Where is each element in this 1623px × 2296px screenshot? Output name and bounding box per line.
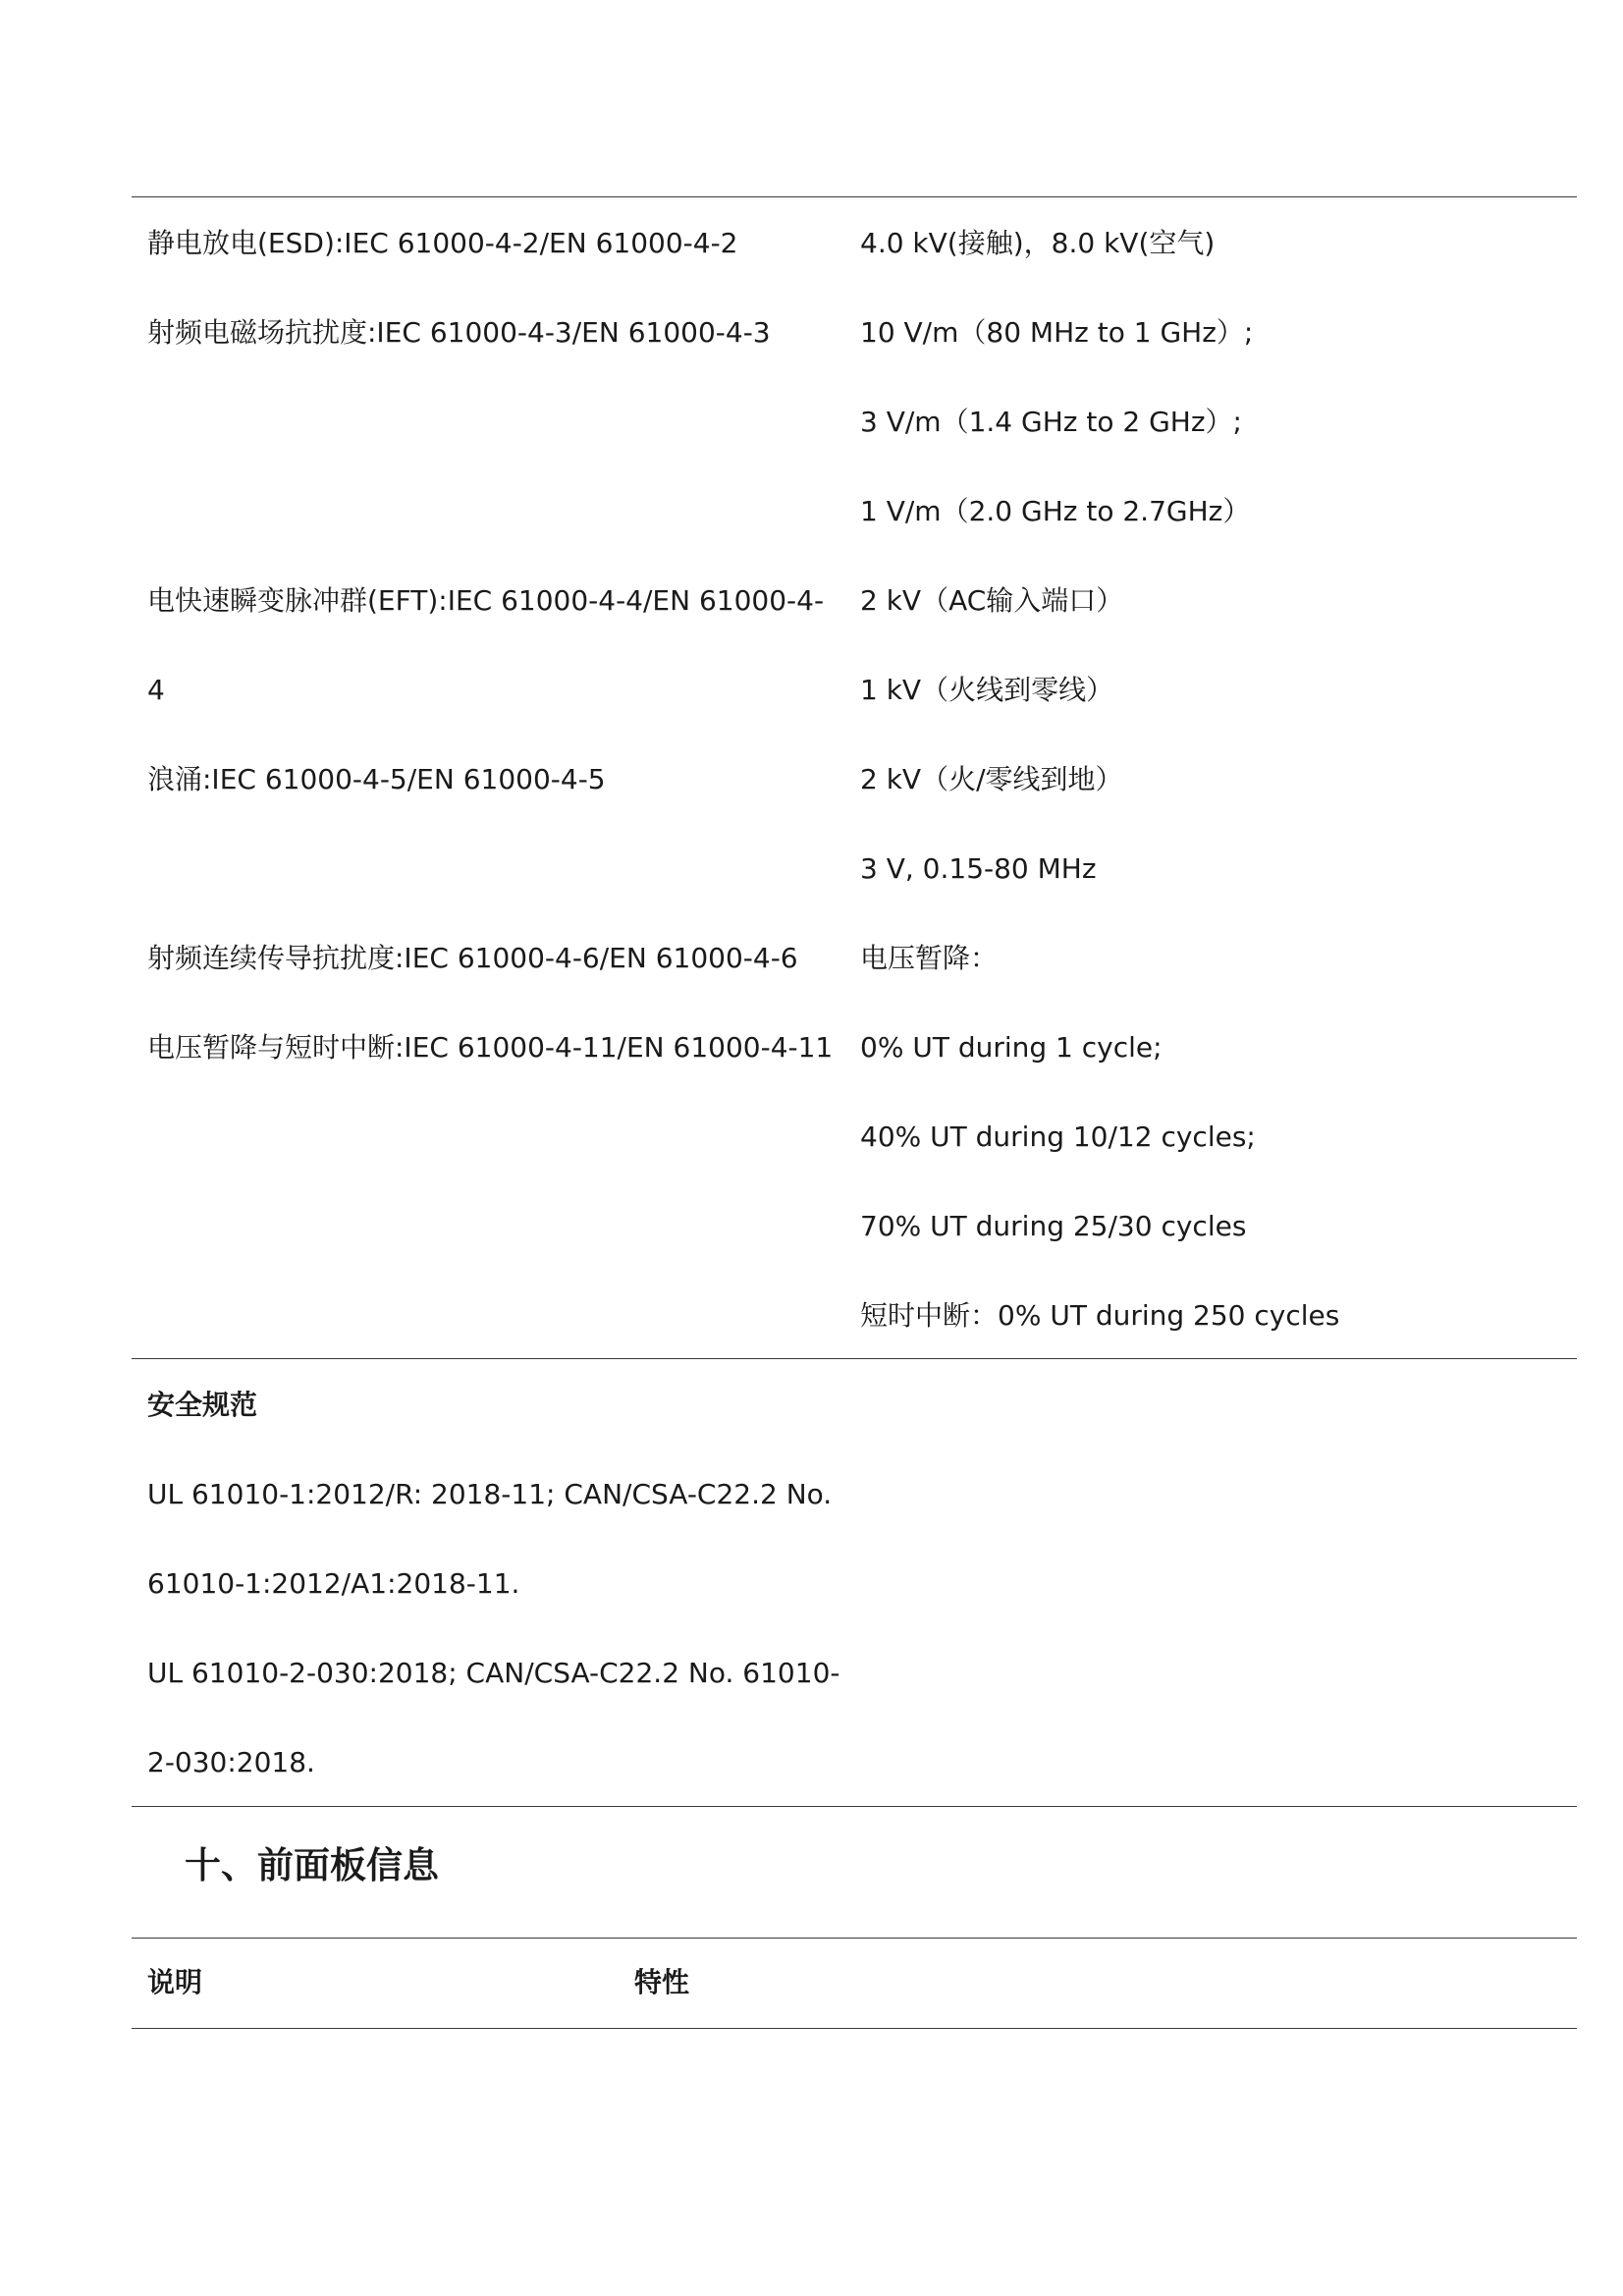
emc-item-dips: 电压暂降与短时中断:IEC 61000-4-11/EN 61000-4-11: [147, 1031, 834, 1064]
emc-bottom-rule: [132, 1358, 1577, 1359]
emc-value: 3 V/m（1.4 GHz to 2 GHz）;: [860, 406, 1242, 438]
emc-value: 短时中断：0% UT during 250 cycles: [860, 1299, 1340, 1332]
front-table-top-rule: [132, 1938, 1577, 1939]
emc-value: 1 kV（火线到零线）: [860, 674, 1114, 706]
emc-item-eft: 电快速瞬变脉冲群(EFT):IEC 61000-4-4/EN 61000-4-: [147, 584, 825, 617]
safety-bottom-rule: [132, 1806, 1577, 1807]
emc-value: 0% UT during 1 cycle;: [860, 1031, 1163, 1064]
emc-value: 2 kV（AC输入端口）: [860, 584, 1124, 617]
safety-line: UL 61010-1:2012/R: 2018-11; CAN/CSA-C22.2 No.: [147, 1478, 833, 1510]
emc-value: 电压暂降：: [860, 942, 999, 974]
emc-value: 2 kV（火/零线到地）: [860, 763, 1123, 795]
emc-value: 70% UT during 25/30 cycles: [860, 1210, 1247, 1242]
section-title: 十、前面板信息: [185, 1844, 439, 1886]
front-table-header-rule: [132, 2028, 1577, 2029]
emc-item-radiated: 射频电磁场抗扰度:IEC 61000-4-3/EN 61000-4-3: [147, 316, 771, 349]
emc-item-conducted: 射频连续传导抗扰度:IEC 61000-4-6/EN 61000-4-6: [147, 942, 798, 974]
emc-item-eft-cont: 4: [147, 674, 165, 706]
emc-value: 4.0 kV(接触)，8.0 kV(空气): [860, 227, 1216, 259]
safety-line: 61010-1:2012/A1:2018-11.: [147, 1567, 520, 1600]
emc-value: 3 V, 0.15-80 MHz: [860, 852, 1097, 885]
table-header-description: 说明: [147, 1966, 203, 1998]
table-header-feature: 特性: [634, 1966, 690, 1998]
safety-line: UL 61010-2-030:2018; CAN/CSA-C22.2 No. 61010-: [147, 1657, 840, 1689]
safety-line: 2-030:2018.: [147, 1746, 315, 1778]
emc-value: 40% UT during 10/12 cycles;: [860, 1121, 1256, 1153]
safety-heading: 安全规范: [147, 1389, 258, 1421]
table-top-rule: [132, 196, 1577, 197]
emc-value: 10 V/m（80 MHz to 1 GHz）;: [860, 316, 1254, 349]
emc-item-esd: 静电放电(ESD):IEC 61000-4-2/EN 61000-4-2: [147, 227, 738, 259]
emc-value: 1 V/m（2.0 GHz to 2.7GHz）: [860, 495, 1251, 527]
emc-item-surge: 浪涌:IEC 61000-4-5/EN 61000-4-5: [147, 763, 606, 795]
